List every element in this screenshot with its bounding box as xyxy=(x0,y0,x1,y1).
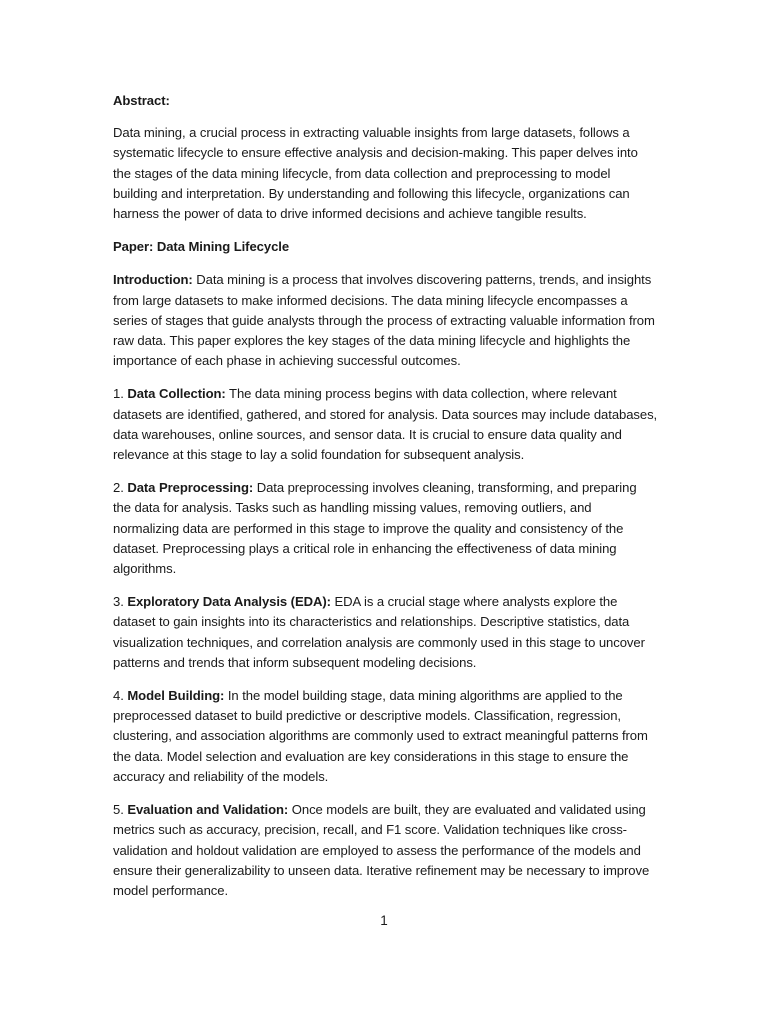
paper-title: Paper: Data Mining Lifecycle xyxy=(113,239,290,255)
section-text: EDA is a crucial stage where analysts explore the dataset to gain insights into its characteristics and relationships. Descriptive statistics, data visualization techniques, and correlation analysis are commonly used in this stage to uncover patterns and trends that inform subsequent modeling decisions. xyxy=(113,594,645,670)
page-number: 1 xyxy=(380,913,388,928)
section-lead: Data Preprocessing: xyxy=(127,480,254,496)
section-lead: Model Building: xyxy=(127,688,225,704)
section-data-collection xyxy=(113,384,658,465)
section-number: 2. xyxy=(113,480,128,496)
section-text: Data preprocessing involves cleaning, transforming, and preparing the data for analysis. Tasks such as handling missing values, removing outliers, and normalizing data are performed in this stage to improve the quality and consistency of the dataset. Preprocessing plays a critical role in enhancing the effectiveness of data mining algorithms. xyxy=(113,480,637,577)
section-lead: Data Collection: xyxy=(127,386,226,402)
introduction-text: Data mining is a process that involves discovering patterns, trends, and insights from large datasets to make informed decisions. The data mining lifecycle encompasses a series of stages that guide analysts through the process of extracting valuable information from raw data. This paper explores the key stages of the data mining lifecycle and highlights the importance of each phase in achieving successful outcomes. xyxy=(113,272,655,369)
section-number: 4. xyxy=(113,688,128,704)
abstract-text: Data mining, a crucial process in extracting valuable insights from large datasets, follows a systematic lifecycle to ensure effective analysis and decision-making. This paper delves into the stages of the data mining lifecycle, from data collection and preprocessing to model building and interpretation. By understanding and following this lifecycle, organizations can harness the power of data to drive informed decisions and achieve tangible results. xyxy=(113,125,638,222)
document-body xyxy=(113,91,658,901)
section-model-building xyxy=(113,686,658,787)
section-number: 1. xyxy=(113,386,128,402)
section-lead: Evaluation and Validation: xyxy=(127,802,289,818)
section-text: In the model building stage, data mining algorithms are applied to the preprocessed dataset to build predictive or descriptive models. Classification, regression, clustering, and association algorithms are commonly used to extract meaningful patterns from the data. Model selection and evaluation are key considerations in this stage to ensure the accuracy and reliability of the models. xyxy=(113,688,648,784)
introduction-paragraph xyxy=(113,270,658,371)
introduction-lead: Introduction: xyxy=(113,272,193,288)
section-lead: Exploratory Data Analysis (EDA): xyxy=(127,594,331,610)
section-number: 5. xyxy=(113,802,128,818)
section-number: 3. xyxy=(113,594,128,610)
section-text: Once models are built, they are evaluated and validated using metrics such as accuracy, precision, recall, and F1 score. Validation techniques like cross-validation and holdout validation are employed to assess the performance of the models and ensure their generalizability to unseen data. Iterative refinement may be necessary to improve model performance. xyxy=(113,802,650,898)
section-text: The data mining process begins with data collection, where relevant datasets are identified, gathered, and stored for analysis. Data sources may include databases, data warehouses, online sources, and sensor data. It is crucial to ensure data quality and relevance at this stage to lay a solid foundation for subsequent analysis. xyxy=(113,386,658,463)
section-data-preprocessing xyxy=(113,478,658,579)
section-exploratory-data-analysis xyxy=(113,592,658,673)
abstract-heading: Abstract: xyxy=(113,93,170,108)
section-evaluation-validation xyxy=(113,800,658,901)
